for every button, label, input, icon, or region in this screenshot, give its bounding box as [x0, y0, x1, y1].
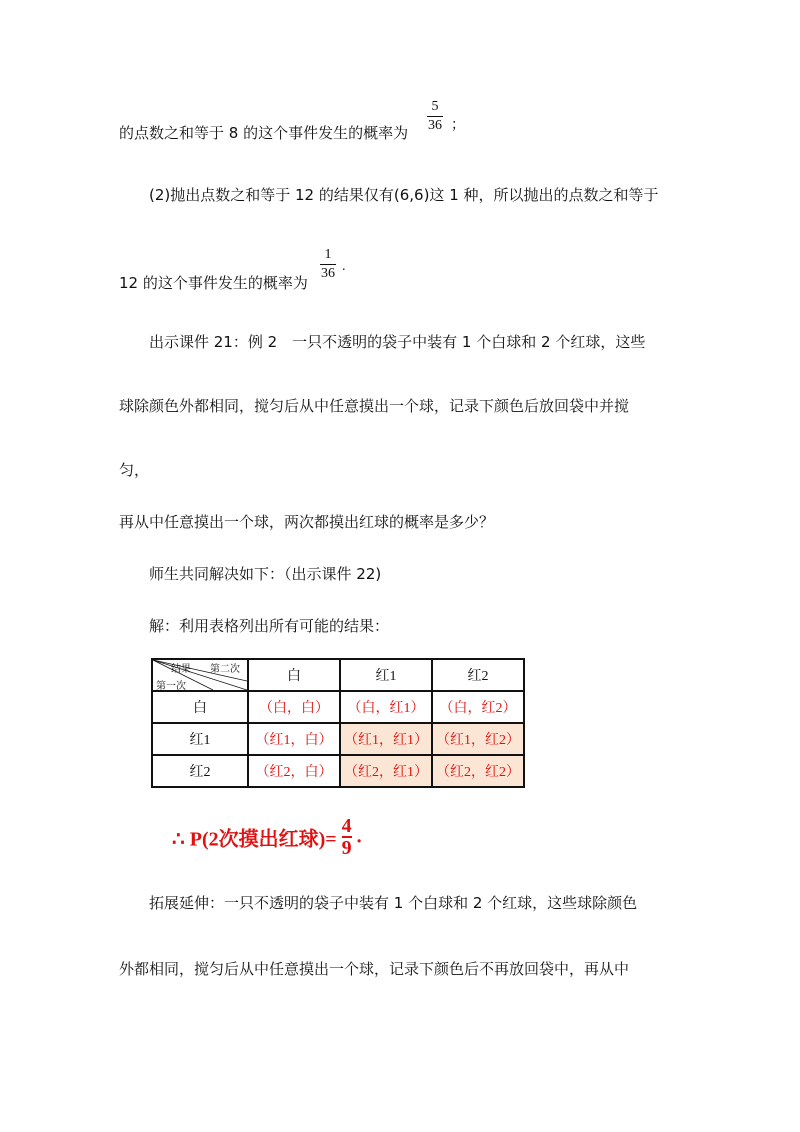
fraction-denominator: 36	[428, 118, 442, 133]
table-cell: （红2，白）	[248, 755, 340, 787]
corner-label-second: 第二次	[210, 664, 240, 675]
text-line: 外都相同，搅匀后从中任意摸出一个球，记录下颜色后不再放回袋中，再从中	[119, 960, 630, 978]
text-line: 解：利用表格列出所有可能的结果：	[149, 617, 390, 635]
row-header: 白	[152, 691, 248, 723]
table-cell-highlighted: （红1，红2）	[432, 723, 524, 755]
fraction	[320, 247, 336, 282]
fraction-bar	[427, 116, 443, 117]
row-header: 红2	[152, 755, 248, 787]
punctuation: ；	[451, 118, 465, 133]
table-header-row	[152, 659, 524, 691]
text-line: 球除颜色外都相同，搅匀后从中任意摸出一个球，记录下颜色后放回袋中并搅	[119, 397, 630, 415]
table-corner-cell	[152, 659, 248, 691]
fraction-numerator: 5	[431, 99, 439, 114]
text-line: (2)抛出点数之和等于 12 的结果仅有(6,6)这 1 种，所以抛出的点数之和等于	[149, 186, 659, 204]
table-cell-highlighted: （红2，红1）	[340, 755, 432, 787]
fraction-denominator: 9	[341, 837, 352, 859]
formula-prefix: ∴ P(2次摸出红球)=	[172, 828, 337, 851]
table-cell: （白，红1）	[340, 691, 432, 723]
column-header: 白	[248, 659, 340, 691]
table-cell: （白，红2）	[432, 691, 524, 723]
fraction-bar	[320, 264, 336, 265]
table-row	[152, 755, 524, 787]
table-row	[152, 691, 524, 723]
text-line: 拓展延伸：一只不透明的袋子中装有 1 个白球和 2 个红球，这些球除颜色	[149, 894, 638, 912]
table-cell: （白，白）	[248, 691, 340, 723]
fraction-numerator: 1	[324, 247, 332, 262]
results-table	[151, 658, 525, 788]
fraction	[427, 99, 443, 134]
text-line: 的点数之和等于 8 的这个事件发生的概率为	[119, 124, 409, 142]
corner-label-result: 结果	[171, 664, 191, 675]
table-cell-highlighted: （红1，红1）	[340, 723, 432, 755]
column-header: 红2	[432, 659, 524, 691]
fraction-denominator: 36	[321, 266, 335, 281]
probability-formula	[172, 816, 362, 858]
table-cell-highlighted: （红2，红2）	[432, 755, 524, 787]
formula-fraction	[342, 816, 352, 858]
text-line: 12 的这个事件发生的概率为	[119, 274, 308, 292]
table-cell: （红1，白）	[248, 723, 340, 755]
text-line: 匀，	[119, 461, 150, 479]
text-line: 出示课件 21：例 2 一只不透明的袋子中装有 1 个白球和 2 个红球，这些	[149, 333, 646, 351]
table-row	[152, 723, 524, 755]
row-header: 红1	[152, 723, 248, 755]
punctuation: .	[342, 259, 346, 274]
fraction-numerator: 4	[341, 815, 352, 837]
text-line: 师生共同解决如下：（出示课件 22)	[149, 565, 382, 583]
text-line: 再从中任意摸出一个球，两次都摸出红球的概率是多少？	[119, 513, 495, 531]
formula-suffix: .	[356, 825, 362, 848]
column-header: 红1	[340, 659, 432, 691]
corner-label-first: 第一次	[156, 681, 186, 692]
